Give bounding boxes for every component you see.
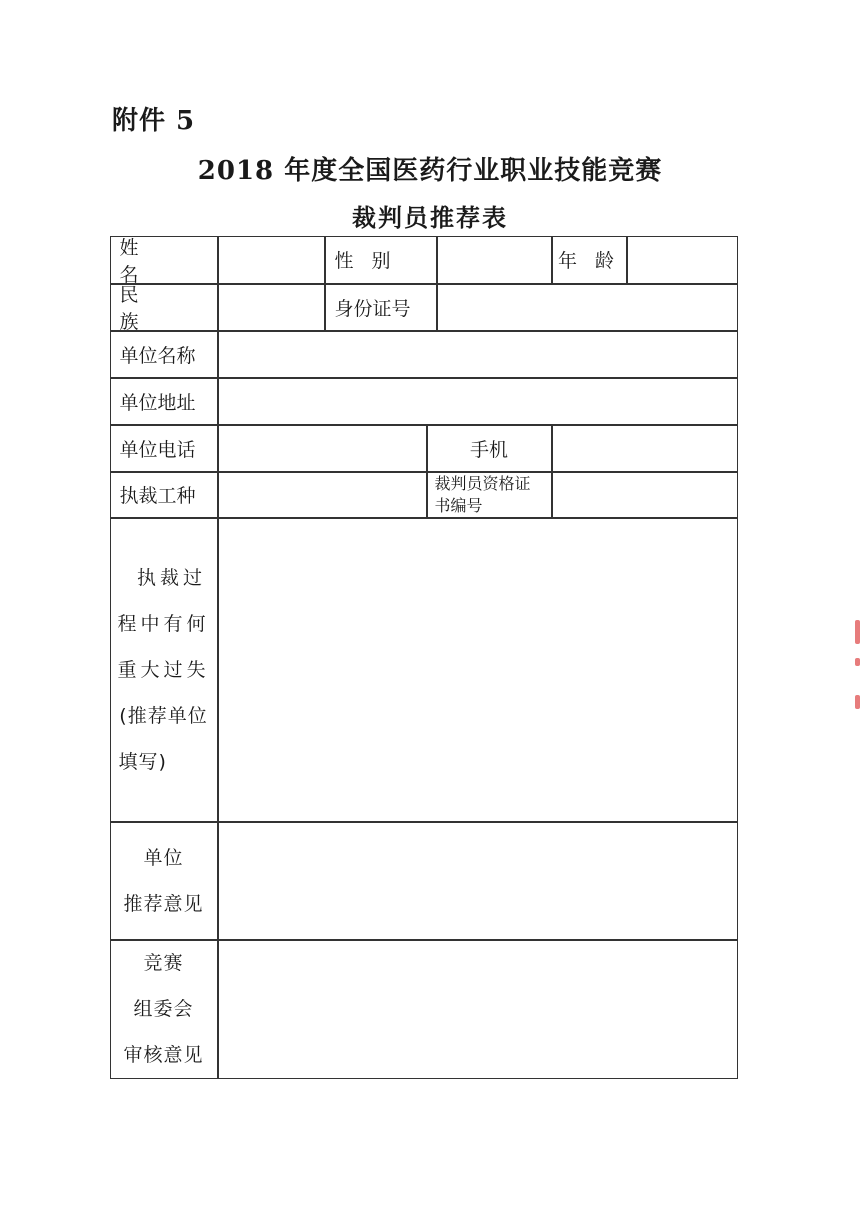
certificate-number-field[interactable]: [552, 472, 738, 518]
ethnicity-field[interactable]: [218, 284, 325, 331]
committee-opinion-label-line1: 竞赛: [143, 952, 184, 974]
org-phone-label: 单位电话: [110, 425, 218, 472]
page-title-line1: 2018 年度全国医药行业职业技能竞赛: [197, 156, 663, 186]
gender-label: 性 别: [325, 236, 437, 284]
id-number-field[interactable]: [437, 284, 738, 331]
seal-edge-mark: [855, 620, 860, 644]
judging-trade-field[interactable]: [218, 472, 427, 518]
mobile-label: 手机: [427, 425, 552, 472]
seal-edge-mark: [855, 658, 860, 666]
org-opinion-label-line2: 推荐意见: [123, 892, 204, 915]
judging-trade-label: 执裁工种: [110, 472, 218, 518]
misconduct-label-line5: 填写): [118, 750, 167, 773]
seal-edge-mark: [855, 695, 860, 709]
committee-opinion-label: [110, 940, 218, 1079]
org-address-field[interactable]: [218, 378, 738, 425]
certificate-number-label-text: 裁判员资格证书编号: [434, 473, 531, 515]
gender-field[interactable]: [437, 236, 552, 284]
org-name-label: 单位名称: [110, 331, 218, 378]
org-phone-field[interactable]: [218, 425, 427, 472]
mobile-field[interactable]: [552, 425, 738, 472]
misconduct-label-line3: 重大过失: [117, 658, 210, 681]
committee-opinion-label-line3: 审核意见: [123, 1044, 204, 1066]
id-number-label: 身份证号: [325, 284, 437, 331]
org-opinion-label: [110, 822, 218, 940]
org-name-field[interactable]: [218, 331, 738, 378]
org-address-label: 单位地址: [110, 378, 218, 425]
committee-opinion-label-line2: 组委会: [133, 998, 194, 1020]
attachment-label: 附件 5: [112, 106, 196, 136]
name-label: 姓 名: [110, 236, 218, 284]
ethnicity-label: 民 族: [110, 284, 218, 331]
page-title-line2: 裁判员推荐表: [352, 203, 508, 232]
age-field[interactable]: [627, 236, 738, 284]
misconduct-field[interactable]: [218, 518, 738, 822]
org-opinion-field[interactable]: [218, 822, 738, 940]
certificate-number-label: [427, 472, 552, 518]
age-label: 年 龄: [552, 236, 627, 284]
committee-opinion-field[interactable]: [218, 940, 738, 1079]
misconduct-label-line4: (推荐单位: [119, 704, 208, 727]
org-opinion-label-line1: 单位: [143, 846, 184, 869]
misconduct-label-line2: 程中有何: [117, 612, 210, 635]
misconduct-label: [110, 518, 218, 822]
name-field[interactable]: [218, 236, 325, 284]
misconduct-label-line1: 执裁过: [136, 566, 206, 589]
